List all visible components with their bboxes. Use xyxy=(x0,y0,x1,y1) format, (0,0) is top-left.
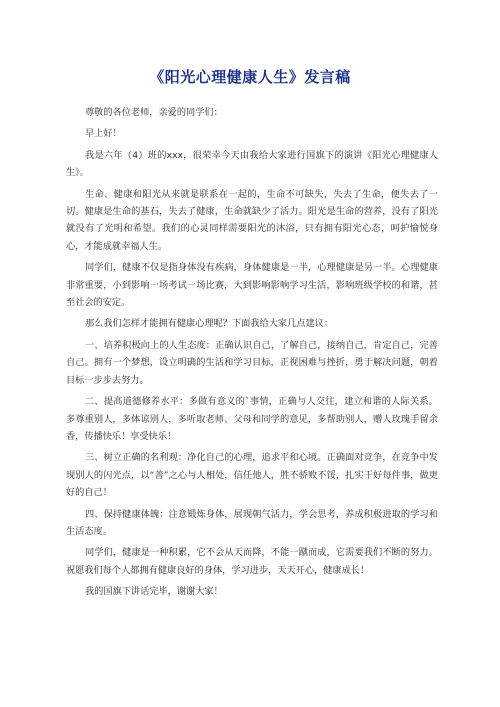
suggestion-3: 三、树立正确的名利观：净化自己的心理，追求平和心境。正确面对竞争，在竞争中发现别人的闪光点，以“善”之心与人相处，信任他人，胜不骄败不馁，扎实干好每件事，做更好的自己！ xyxy=(66,452,438,499)
paragraph-thanks: 我的国旗下讲话完毕，谢谢大家！ xyxy=(85,586,223,598)
paragraph-life-health-sunshine: 生命、健康和阳光从来就是联系在一起的，生命不可缺失，失去了生命，便失去了一切。健康是生命的基石，失去了健康，生命就缺少了活力。阳光是生命的营养，没有了阳光就没有了光明和希望。我们的心灵同样需要阳光的沐浴，只有拥有阳光心态，呵护愉悦身心，才能成就幸福人生。 xyxy=(66,188,438,252)
salutation: 尊敬的各位老师，亲爱的同学们： xyxy=(85,107,223,118)
paragraph-mental-health: 同学们，健康不仅是指身体没有疾病，身体健康是一半，心理健康是另一半。心理健康非常重要，小到影响一场考试一场比赛，大到影响影响学习生活，影响班级学校的和谐，甚至社会的安定。 xyxy=(66,262,438,309)
paragraph-intro: 我是六年（4）班的xxx，很荣幸今天由我给大家进行国旗下的演讲《阳光心理健康人生》。 xyxy=(66,149,438,179)
suggestion-4: 四、保持健康体魄：注意锻炼身体，展现朝气活力，学会思考，养成积极进取的学习和生活态度。 xyxy=(66,508,438,537)
suggestion-2: 二、提高道德修养水平：多做有意义的`事情，正确与人交往，建立和谐的人际关系。多尊重别人，多体谅别人，多听取老师、父母和同学的意见，多帮助别人，赠人玫瑰手留余香，传播快乐！享受快乐！ xyxy=(66,396,438,442)
greeting: 早上好！ xyxy=(85,128,122,140)
paragraph-closing-wish: 同学们，健康是一种积累，它不会从天而降，不能一蹴而成，它需要我们不断的努力。祝愿我们每个人都拥有健康良好的身体，学习进步，天天开心，健康成长！ xyxy=(66,547,438,576)
page-title: 《阳光心理健康人生》发言稿 xyxy=(149,68,351,86)
paragraph-suggestions-lead: 那么我们怎样才能拥有健康心理呢？下面我给大家几点建议： xyxy=(85,318,334,330)
suggestion-1: 一、培养积极向上的人生态度：正确认识自己，了解自己，接纳自己，肯定自己，完善自己。拥有一个梦想，设立明确的生活和学习目标，正视困难与挫折，勇于解决问题，朝着目标一步步去努力。 xyxy=(66,339,438,386)
speech-body xyxy=(66,104,438,605)
